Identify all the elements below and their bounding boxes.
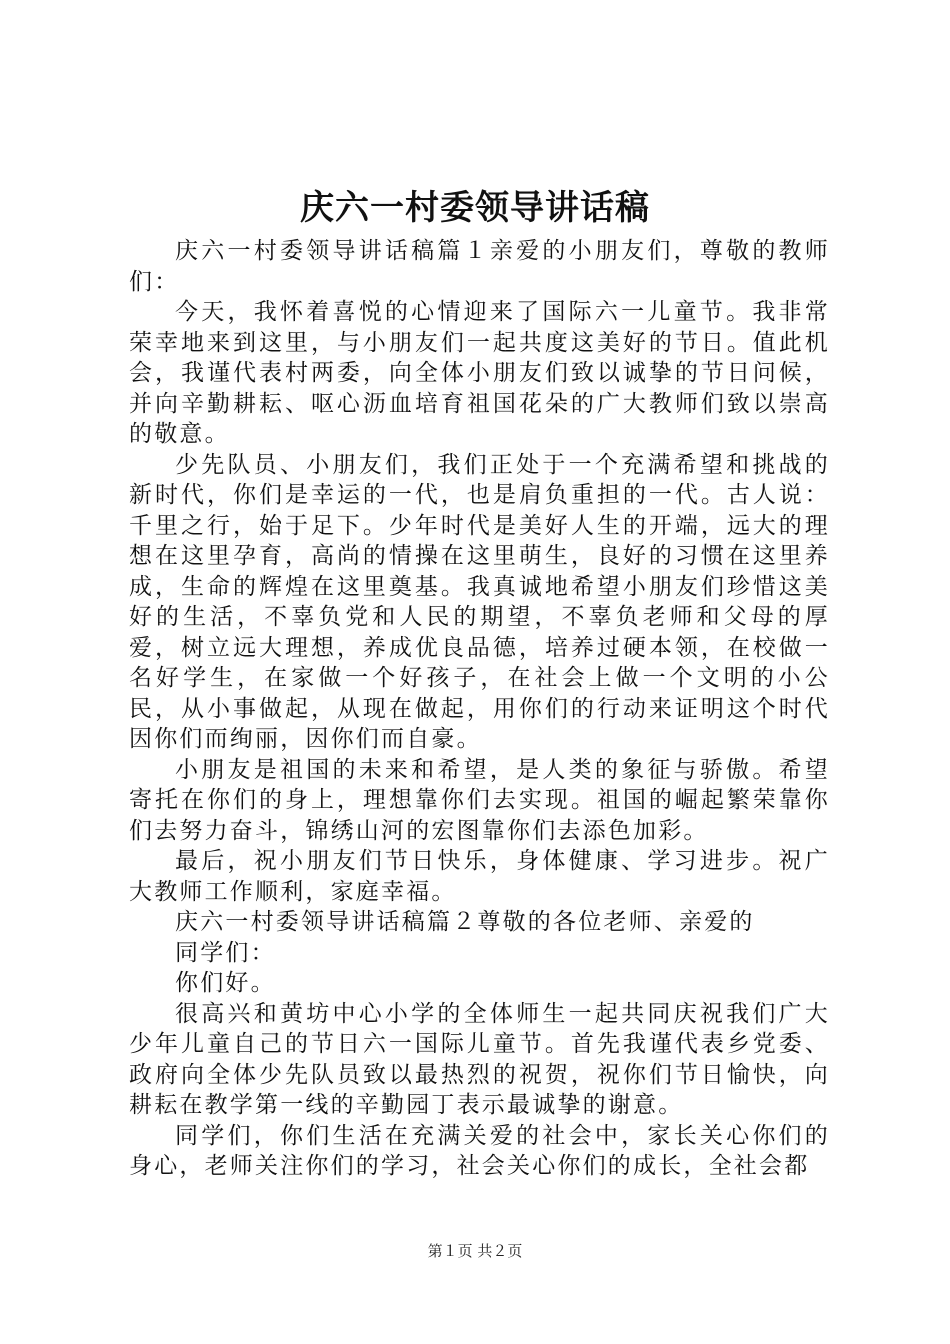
paragraph-speech1-greeting: 庆六一村委领导讲话稿篇１亲爱的小朋友们，尊敬的教师们：: [129, 238, 830, 295]
paragraph-speech2-care: 同学们，你们生活在充满关爱的社会中，家长关心你们的身心，老师关注你们的学习，社会关心你们的成长，全社会都: [129, 1122, 830, 1179]
paragraph-speech2-hello: 你们好。: [175, 970, 276, 996]
paragraph-speech2-salutation: 同学们：: [175, 939, 276, 966]
paragraph-speech1-closing: 最后，祝小朋友们节日快乐，身体健康、学习进步。祝广大教师工作顺利，家庭幸福。: [129, 848, 830, 905]
paragraph-speech1-hopes: 少先队员、小朋友们，我们正处于一个充满希望和挑战的新时代，你们是幸运的一代，也是肩负重担的一代。古人说：千里之行，始于足下。少年时代是美好人生的开端，远大的理想在这里孕育，高尚的情操在这里萌生，良好的习惯在这里养成，生命的辉煌在这里奠基。我真诚地希望小朋友们珍惜这美好的生活，不辜负党和人民的期望，不辜负老师和父母的厚爱，树立远大理想，养成优良品德，培养过硬本领，在校做一名好学生，在家做一个好孩子，在社会上做一个文明的小公民，从小事做起，从现在做起，用你们的行动来证明这个时代因你们而绚丽，因你们而自豪。: [129, 451, 830, 752]
paragraph-speech2-celebration: 很高兴和黄坊中心小学的全体师生一起共同庆祝我们广大少年儿童自己的节日六一国际儿童节。首先我谨代表乡党委、政府向全体少先队员致以最热烈的祝贺，祝你们节日愉快，向耕耘在教学第一线的辛勤园丁表示最诚挚的谢意。: [129, 1000, 830, 1118]
paragraph-speech2-heading: 庆六一村委领导讲话稿篇２尊敬的各位老师、亲爱的: [175, 909, 755, 935]
paragraph-speech1-intro: 今天，我怀着喜悦的心情迎来了国际六一儿童节。我非常荣幸地来到这里，与小朋友们一起共度这美好的节日。值此机会，我谨代表村两委，向全体小朋友们致以诚挚的节日问候，并向辛勤耕耘、呕心沥血培育祖国花朵的广大教师们致以崇高的敬意。: [129, 299, 830, 447]
document-body: [129, 236, 830, 1182]
page-number-footer: 第１页 共２页: [427, 1242, 523, 1260]
document-title: 庆六一村委领导讲话稿: [300, 188, 650, 228]
paragraph-speech1-future: 小朋友是祖国的未来和希望，是人类的象征与骄傲。希望寄托在你们的身上，理想靠你们去实现。祖国的崛起繁荣靠你们去努力奋斗，锦绣山河的宏图靠你们去添色加彩。: [129, 756, 830, 844]
